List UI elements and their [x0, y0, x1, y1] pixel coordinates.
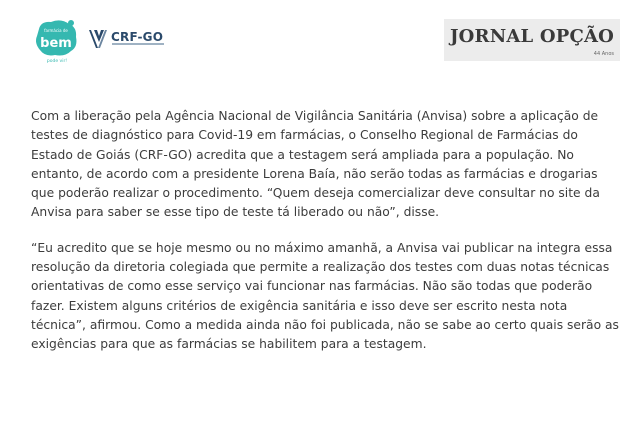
article-paragraph-1: Com a liberação pela Agência Nacional de Vigilância Sanitária (Anvisa) sobre a aplicação de testes de diagnóstico para Covid-19 em farmácias, o Conselho Regional de Farmácias do Estado de Goiás (CRF-GO) acredita que a testagem será ampliada para a população. No entanto, de acordo com a presidente Lorena Baía, não serão todas as farmácias e drogarias que poderão realizar o procedimento. “Quem deseja comercializar deve consultar no site da Anvisa para saber se esse tipo de teste tá liberado ou não”, disse.	[31, 109, 600, 220]
crf-logo-subline	[112, 43, 164, 45]
article-paragraph-2: “Eu acredito que se hoje mesmo ou no máximo amanhã, a Anvisa vai publicar na integra essa resolução da diretoria colegiada que permite a realização dos testes com duas notas técnicas orientativas de como esse serviço vai funcionar nas farmácias. Não são todas que poderão fazer. Existem alguns critérios de exigência sanitária e isso deve ser escrito nesta nota técnica”, afirmou. Como a medida ainda não foi publicada, não se sabe ao certo quais serão as exigências para que as farmácias se habilitem para a testagem.	[31, 240, 619, 352]
jornal-opcao-logo[interactable]	[444, 19, 620, 61]
crf-go-logo[interactable]	[88, 26, 168, 52]
crf-emblem-icon	[88, 28, 108, 50]
jornal-subtitle: 44 Anos	[593, 51, 614, 57]
bem-logo-main-text: bem	[40, 36, 72, 51]
farmacia-de-bem-logo[interactable]	[31, 15, 81, 65]
article-body	[31, 107, 621, 371]
bem-logo-top-text: farmácia de	[44, 28, 68, 33]
bem-logo-tagline: pode vir!	[46, 59, 68, 64]
crf-go-logo-text: CRF-GO	[111, 29, 164, 44]
header	[0, 0, 640, 80]
jornal-title: JORNAL OPÇÃO	[449, 26, 615, 47]
